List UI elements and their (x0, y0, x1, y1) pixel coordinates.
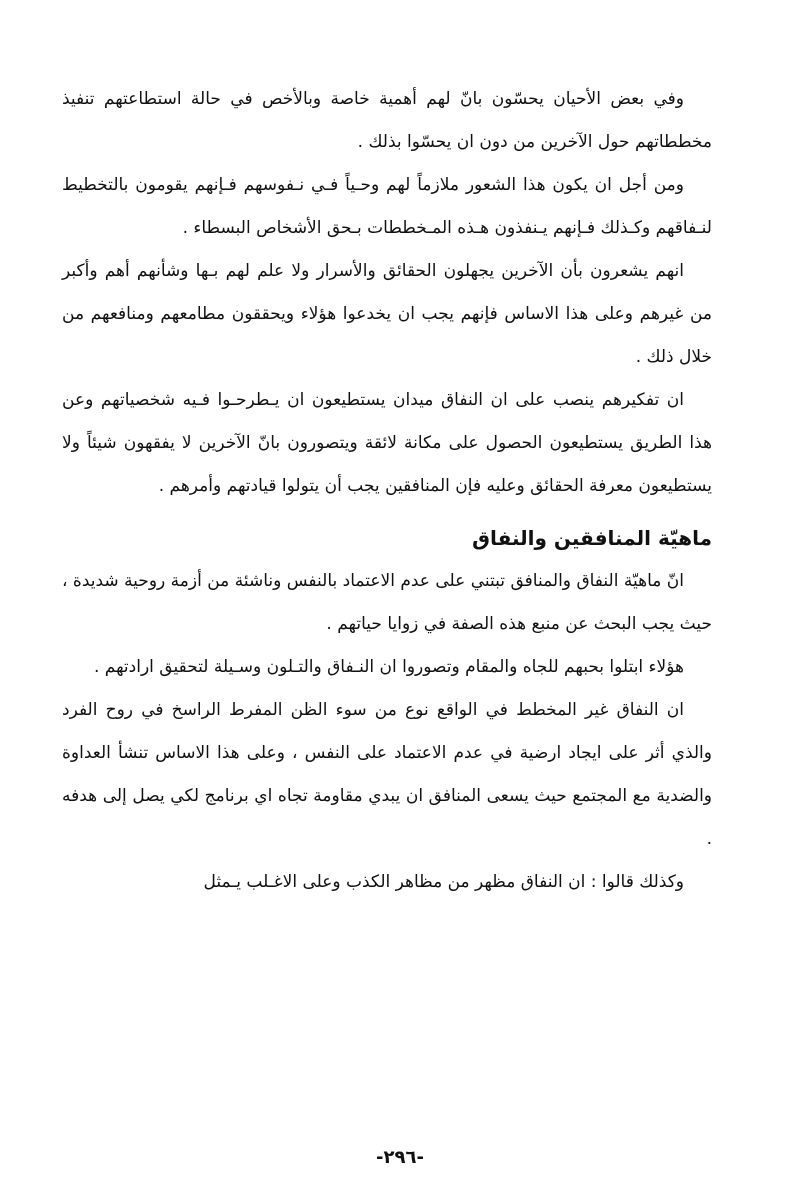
paragraph-others-ignorant: انهم يشعرون بأن الآخرين يجهلون الحقائق والأسرار ولا علم لهم بـها وشأنهم أهم وأكبر من غيرهم وعلى هذا الاساس فإنهم يجب ان يخدعوا هؤلاء ويحققون مطامعهم ومنافعهم من خلال ذلك . (62, 261, 712, 367)
paragraph-nature-of-hypocrisy: انّ ماهيّة النفاق والمنافق تبتني على عدم الاعتماد بالنفس وناشئة من أزمة روحية شديدة ، حيث يجب البحث عن منبع هذه الصفة في زوايا حياتهم . (62, 571, 712, 634)
paragraph-love-of-status: هؤلاء ابتلوا بحبهم للجاه والمقام وتصوروا ان النـفاق والتـلون وسـيلة لتحقيق ارادتهم . (93, 657, 684, 677)
page-body (62, 78, 712, 904)
section-heading: ماهيّة المنافقين والنفاق (472, 526, 712, 550)
paragraph-hypocrisy-and-lying: وكذلك قالوا : ان النفاق مظهر من مظاهر الكذب وعلى الاغـلب يـمثل (203, 872, 684, 892)
paragraph-planning-hypocrisy: ومن أجل ان يكون هذا الشعور ملازماً لهم وحـياً فـي نـفوسهم فـإنهم يقومون بالتخطيط لنـفاقهم وكـذلك فـإنهم يـنفذون هـذه المـخططات بـحق الأشخاص البسطاء . (62, 175, 712, 238)
page-number: -٢٩٦- (376, 1147, 424, 1168)
paragraph-unplanned-hypocrisy: ان النفاق غير المخطط في الواقع نوع من سوء الظن المفرط الراسخ في روح الفرد والذي أثر على ايجاد ارضية في عدم الاعتماد على النفس ، وعلى هذا الاساس تنشأ العداوة والضدية مع المجتمع حيث يسعى المنافق ان يبدي مقاومة تجاه اي برنامج لكي يصل إلى هدفه . (62, 700, 712, 849)
paragraph-field-of-hypocrisy: ان تفكيرهم ينصب على ان النفاق ميدان يستطيعون ان يـطرحـوا فـيه شخصياتهم وعن هذا الطريق يستطيعون الحصول على مكانة لائقة ويتصورون بانّ الآخرين لا يفقهون شيئاً ولا يستطيعون معرفة الحقائق وعليه فإن المنافقين يجب أن يتولوا قيادتهم وأمرهم . (62, 390, 712, 496)
paragraph-feeling-importance: وفي بعض الأحيان يحسّون بانّ لهم أهمية خاصة وبالأخص في حالة استطاعتهم تنفيذ مخططاتهم حول الآخرين من دون ان يحسّوا بذلك . (62, 89, 712, 152)
